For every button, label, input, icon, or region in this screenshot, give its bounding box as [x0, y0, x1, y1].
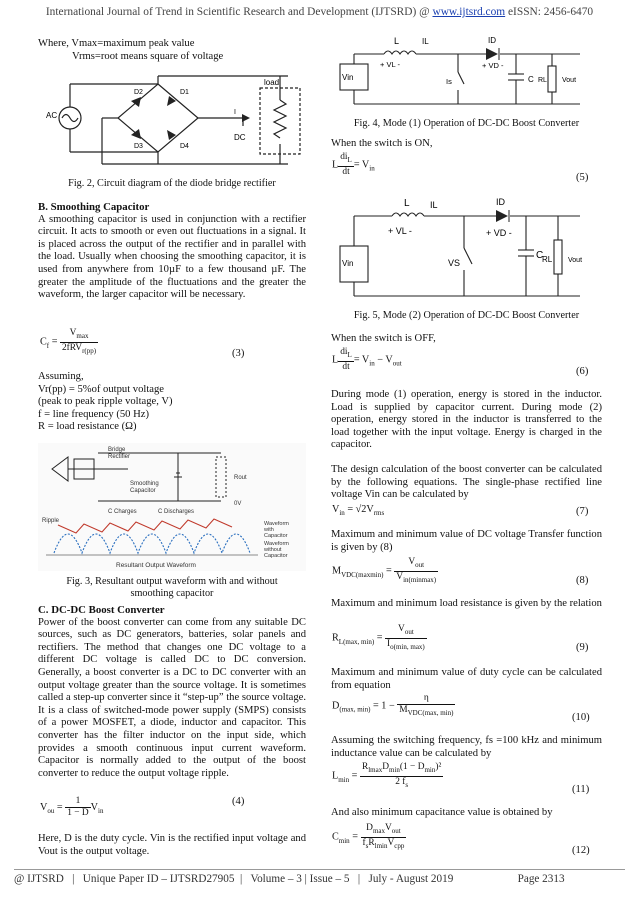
svg-text:+ VD -: + VD - — [486, 228, 512, 238]
fig2-bridge-circuit — [38, 68, 306, 173]
equation-3: $C_f$ = $\frac{V_{max}}{2fRV_{r(pp)}}$ — [40, 328, 97, 355]
svg-text:Rout: Rout — [234, 475, 247, 481]
fig2-caption: Fig. 2, Circuit diagram of the diode bridge rectifier — [68, 178, 276, 189]
svg-text:Smoothing: Smoothing — [130, 481, 159, 487]
fig2-d2-label: D2 — [134, 89, 143, 96]
load-resistance-text: Maximum and minimum load resistance is given by the relation — [331, 598, 602, 609]
equation-5: L $\frac{di_L}{dt}$ = $V_{in}$ — [332, 152, 375, 177]
equation-12: $C_{min}$ = $\frac{D_{max}V_{out}}{f_sR_{lmin}V_{cpp}}$ — [332, 823, 405, 850]
assume-f: f = line frequency (50 Hz) — [38, 408, 149, 420]
assuming-block — [38, 371, 306, 434]
equation-11: $L_{min}$ = $\frac{R_{lmax}D_{min}(1 - D_{min})^2}{2 f_s}$ — [332, 762, 442, 789]
svg-text:without: without — [264, 547, 282, 553]
svg-text:+ VL -: + VL - — [388, 226, 412, 236]
equation-6: L $\frac{di_L}{dt}$ = $V_{in} - V_{out}$ — [332, 347, 402, 372]
section-b-text: A smoothing capacitor is used in conjunction with a rectifier circuit. It acts to smooth or even out fluctuations in a signal. It is placed across the output of the rectifier and in parallel with the load. Usually when choosing the smoothing capacitor, it is used from anywhere from 10µF to a few thousand µF. The greater the amplitude of the fluctuations and the greater the waveform, the larger capacitor will be necessary. — [38, 213, 306, 301]
section-c-heading: C. DC-DC Boost Converter — [38, 604, 165, 616]
switch-on-text: When the switch is ON, — [331, 138, 433, 149]
svg-text:RL: RL — [538, 77, 547, 84]
assuming-label: Assuming, — [38, 371, 84, 382]
capacitance-text: And also minimum capacitance value is obtained by — [331, 807, 553, 818]
equation-7: $V_{in} = √2V_{rms}$ — [332, 504, 385, 518]
fig2-ac-label: AC — [46, 111, 58, 120]
assume-vr-desc: (peak to peak ripple voltage, V) — [38, 396, 173, 408]
duty-cycle-text: Here, D is the duty cycle. Vin is the rectified input voltage and Vout is the output voltage. — [38, 833, 306, 857]
equation-11-number: (11) — [572, 784, 590, 795]
svg-text:Capacitor: Capacitor — [264, 533, 288, 539]
equation-10-number: (10) — [572, 712, 590, 723]
design-intro: The design calculation of the boost converter can be calculated by the following equations. The single-phase rectified line voltage Vin can be calculated by — [331, 464, 602, 501]
svg-text:Capacitor: Capacitor — [130, 488, 156, 494]
fig2-d4-label: D4 — [180, 143, 189, 150]
journal-header — [0, 6, 639, 18]
equation-8-number: (8) — [576, 575, 589, 586]
equation-6-number: (6) — [576, 366, 589, 377]
svg-text:RL: RL — [542, 255, 553, 264]
fig2-i-label: I — [234, 109, 236, 116]
equation-10: $D_{(max, min)} = 1$ − $\frac{\eta}{M_{VDC(max, min)}}$ — [332, 693, 454, 717]
svg-text:Vin: Vin — [342, 73, 354, 82]
duty-range-text: Maximum and minimum value of duty cycle can be calculated from equation — [331, 667, 602, 691]
equation-4-number: (4) — [232, 796, 245, 807]
svg-text:C Discharges: C Discharges — [158, 509, 195, 515]
section-b — [38, 201, 306, 302]
svg-text:Capacitor: Capacitor — [264, 553, 288, 559]
where-vrms: Vrms=root means square of voltage — [72, 50, 224, 62]
equation-3-number: (3) — [232, 348, 245, 359]
svg-text:VS: VS — [448, 258, 461, 268]
fig3-caption-line2: smoothing capacitor — [130, 588, 214, 600]
switch-off-text: When the switch is OFF, — [331, 333, 436, 344]
journal-link[interactable]: www.ijtsrd.com — [432, 6, 506, 18]
svg-text:+ VL -: + VL - — [380, 60, 400, 69]
svg-text:Vout: Vout — [568, 257, 583, 264]
svg-text:L: L — [394, 36, 400, 46]
svg-text:ID: ID — [496, 197, 505, 207]
svg-text:Rectifier: Rectifier — [108, 454, 131, 460]
svg-text:Resultant Output Waveform: Resultant Output Waveform — [116, 562, 196, 569]
fig4-boost-mode1 — [336, 34, 600, 114]
svg-text:C: C — [528, 75, 534, 84]
svg-text:Ripple: Ripple — [42, 518, 60, 524]
fig5-boost-mode2 — [336, 196, 600, 306]
svg-text:C Charges: C Charges — [108, 509, 137, 515]
svg-text:C: C — [536, 250, 544, 261]
equation-12-number: (12) — [572, 845, 590, 856]
svg-text:L: L — [404, 198, 410, 209]
header-issn: eISSN: 2456-6470 — [505, 6, 594, 18]
fig5-caption: Fig. 5, Mode (2) Operation of DC-DC Boost Converter — [353, 310, 580, 321]
svg-text:Waveform: Waveform — [264, 541, 289, 547]
fig2-d3-label: D3 — [134, 143, 143, 150]
equation-4: $V_{ou}$ = $\frac{1}{1 - D}$ $V_{in}$ — [40, 796, 104, 818]
footer-divider — [14, 869, 625, 870]
fig3-waveform — [38, 443, 306, 571]
fig4-caption: Fig. 4, Mode (1) Operation of DC-DC Boost Converter — [353, 118, 580, 129]
svg-text:Vout: Vout — [562, 77, 577, 84]
section-b-heading: B. Smoothing Capacitor — [38, 201, 150, 213]
fig2-load-label: load — [264, 78, 280, 87]
equation-5-number: (5) — [576, 172, 589, 183]
svg-text:Waveform: Waveform — [264, 521, 289, 527]
header-text: International Journal of Trend in Scientific Research and Development (IJTSRD) @ — [45, 6, 433, 18]
transfer-text: Maximum and minimum value of DC voltage Transfer function is given by (8) — [331, 529, 602, 553]
page-footer: @ IJTSRD | Unique Paper ID – IJTSRD27905 | Volume – 3 | Issue – 5 | July - August 2019 Page 2313 — [14, 873, 565, 885]
fig2-d1-label: D1 — [180, 89, 189, 96]
fig3-caption — [38, 576, 306, 600]
fig2-dc-label: DC — [234, 133, 246, 142]
inductance-text: Assuming the switching frequency, fs =100 kHz and minimum inductance value can be calculated by — [331, 735, 602, 759]
section-c — [38, 604, 306, 780]
svg-text:with: with — [264, 527, 274, 533]
svg-text:Is: Is — [446, 77, 452, 86]
svg-text:ID: ID — [488, 36, 496, 45]
equation-9-number: (9) — [576, 642, 589, 653]
svg-text:+ VD -: + VD - — [482, 61, 504, 70]
assume-vr: Vr(pp) = 5%of output voltage — [38, 383, 164, 395]
section-c-text: Power of the boost converter can come from any suitable DC sources, such as DC generators, batteries, solar panels and rectifiers. The method that changes one DC voltage to a different DC voltage is called DC to DC conversion. Generally, a boost converter is a DC to DC converter with an output voltage greater than the source voltage. It is sometimes called a step-up converter since it “step-up” the source voltage. It is a class of switched-mode power supply (SMPS) consists of a power MOSFET, a diode, inductor and capacitor. This converter has the filter inductor on the input side, which provides a smooth continuous input current waveform. Capacitor is normally added to the output of the boost converter to reduce the output voltage ripple. — [38, 616, 306, 779]
svg-text:IL: IL — [422, 37, 429, 46]
equation-9: $R_{L(max, min)}$ = $\frac{V_{out}}{I_{o(min, max)}}$ — [332, 624, 425, 651]
equation-8: $M_{VDC(maxmin)}$ = $\frac{V_{out}}{V_{in(minmax)}}$ — [332, 557, 437, 584]
assume-r: R = load resistance (Ω) — [38, 421, 137, 433]
mode-explanation: During mode (1) operation, energy is stored in the inductor. Load is supplied by capacitor current. During mode (2) operation, energy stored in the inductor is transferred to the load together with the input voltage. Energy is charged in the capacitor. — [331, 389, 602, 451]
equation-7-number: (7) — [576, 506, 589, 517]
svg-text:0V: 0V — [234, 501, 242, 507]
svg-text:IL: IL — [430, 200, 438, 210]
svg-text:Vin: Vin — [342, 259, 354, 268]
fig3-caption-line1: Fig. 3, Resultant output waveform with and without — [66, 576, 278, 587]
where-block — [38, 38, 306, 63]
svg-text:Bridge: Bridge — [108, 447, 126, 453]
where-vmax: Where, Vmax=maximum peak value — [38, 38, 195, 49]
